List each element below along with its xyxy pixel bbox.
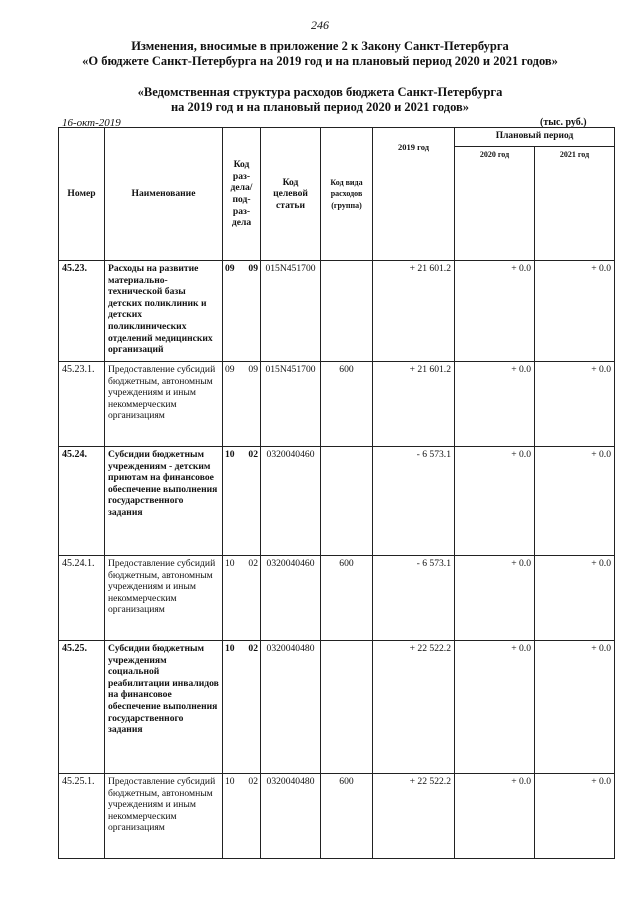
section-code: 09 [225, 364, 235, 375]
row-type-code: 600 [321, 362, 373, 447]
header-2021: 2021 год [535, 147, 615, 261]
section-code: 10 [225, 558, 235, 569]
row-section-code [223, 641, 260, 657]
row-section-code [223, 556, 260, 572]
row-2020-value: + 0.0 [455, 556, 535, 641]
row-name: Субсидии бюджетным учреждениям - детским приютам на финансовое обеспечение выполнения государственного задания [105, 447, 223, 556]
subtitle-line-2: на 2019 год и на плановый период 2020 и 2021 годов» [170, 100, 470, 114]
row-target-code: 015N451700 [261, 261, 321, 362]
row-section-code [223, 362, 260, 378]
header-number: Номер [59, 128, 105, 261]
row-2020-value: + 0.0 [455, 362, 535, 447]
row-2020-value: + 0.0 [455, 774, 535, 859]
row-2020-value: + 0.0 [455, 261, 535, 362]
row-2021-value: + 0.0 [535, 641, 615, 774]
row-2019-value: + 21 601.2 [373, 362, 455, 447]
row-number: 45.23.1. [59, 362, 105, 447]
document-title [0, 39, 640, 69]
row-target-code: 0320040460 [261, 556, 321, 641]
subsection-code: 09 [248, 263, 258, 274]
subsection-code: 02 [248, 776, 258, 787]
row-type-code: 600 [321, 556, 373, 641]
subsection-code: 02 [248, 449, 258, 460]
row-type-code [321, 261, 373, 362]
subsection-code: 02 [248, 643, 258, 654]
row-2021-value: + 0.0 [535, 362, 615, 447]
row-2020-value: + 0.0 [455, 447, 535, 556]
title-line-2: «О бюджете Санкт-Петербурга на 2019 год и на плановый период 2020 и 2021 годов» [82, 54, 558, 68]
subsection-code: 02 [248, 558, 258, 569]
row-2019-value: + 22 522.2 [373, 774, 455, 859]
row-number: 45.23. [59, 261, 105, 362]
header-name: Наименование [105, 128, 223, 261]
row-2021-value: + 0.0 [535, 556, 615, 641]
row-2021-value: + 0.0 [535, 447, 615, 556]
row-number: 45.25. [59, 641, 105, 774]
row-section-code [223, 447, 260, 463]
row-number: 45.25.1. [59, 774, 105, 859]
row-type-code [321, 641, 373, 774]
row-type-code: 600 [321, 774, 373, 859]
row-target-code: 015N451700 [261, 362, 321, 447]
table-row [59, 362, 615, 447]
row-name: Расходы на развитие материально-технической базы детских поликлиник и детских поликлинических отделений медицинских организаций [105, 261, 223, 362]
row-2020-value: + 0.0 [455, 641, 535, 774]
row-type-code [321, 447, 373, 556]
header-2019: 2019 год [373, 128, 455, 261]
row-name: Предоставление субсидий бюджетным, автономным учреждениям и иным некоммерческим организациям [105, 362, 223, 447]
row-target-code: 0320040480 [261, 774, 321, 859]
section-code: 10 [225, 643, 235, 654]
document-date: 16-окт-2019 [62, 117, 121, 129]
row-number: 45.24.1. [59, 556, 105, 641]
row-name: Предоставление субсидий бюджетным, автономным учреждениям и иным некоммерческим организациям [105, 556, 223, 641]
table-row [59, 641, 615, 774]
subsection-code: 09 [248, 364, 258, 375]
row-2021-value: + 0.0 [535, 261, 615, 362]
row-target-code: 0320040480 [261, 641, 321, 774]
row-name: Предоставление субсидий бюджетным, автономным учреждениям и иным некоммерческим организациям [105, 774, 223, 859]
row-2019-value: + 21 601.2 [373, 261, 455, 362]
header-2020: 2020 год [455, 147, 535, 261]
row-name: Субсидии бюджетным учреждениям социальной реабилитации инвалидов на финансовое обеспечение выполнения государственного задания [105, 641, 223, 774]
row-2019-value: + 22 522.2 [373, 641, 455, 774]
row-2021-value: + 0.0 [535, 774, 615, 859]
units-label: (тыс. руб.) [540, 117, 587, 128]
section-code: 10 [225, 776, 235, 787]
header-type-code: Код вида расходов (группа) [321, 128, 373, 261]
document-subtitle [0, 85, 640, 115]
subtitle-line-1: «Ведомственная структура расходов бюджета Санкт-Петербурга [137, 85, 503, 99]
row-target-code: 0320040460 [261, 447, 321, 556]
table-row [59, 556, 615, 641]
table-row [59, 447, 615, 556]
row-2019-value: - 6 573.1 [373, 447, 455, 556]
header-plan-period: Плановый период [455, 128, 615, 147]
header-section-code: Код раз-дела/ под-раз-дела [223, 128, 261, 261]
row-section-code [223, 261, 260, 277]
page-number: 246 [311, 18, 329, 32]
title-line-1: Изменения, вносимые в приложение 2 к Закону Санкт-Петербурга [131, 39, 509, 53]
row-section-code [223, 774, 260, 790]
section-code: 09 [225, 263, 235, 274]
table-row [59, 261, 615, 362]
table-row [59, 774, 615, 859]
section-code: 10 [225, 449, 235, 460]
expenditure-table [58, 127, 615, 859]
row-2019-value: - 6 573.1 [373, 556, 455, 641]
table-body [59, 261, 615, 859]
header-target-code: Код целевой статьи [261, 128, 321, 261]
row-number: 45.24. [59, 447, 105, 556]
